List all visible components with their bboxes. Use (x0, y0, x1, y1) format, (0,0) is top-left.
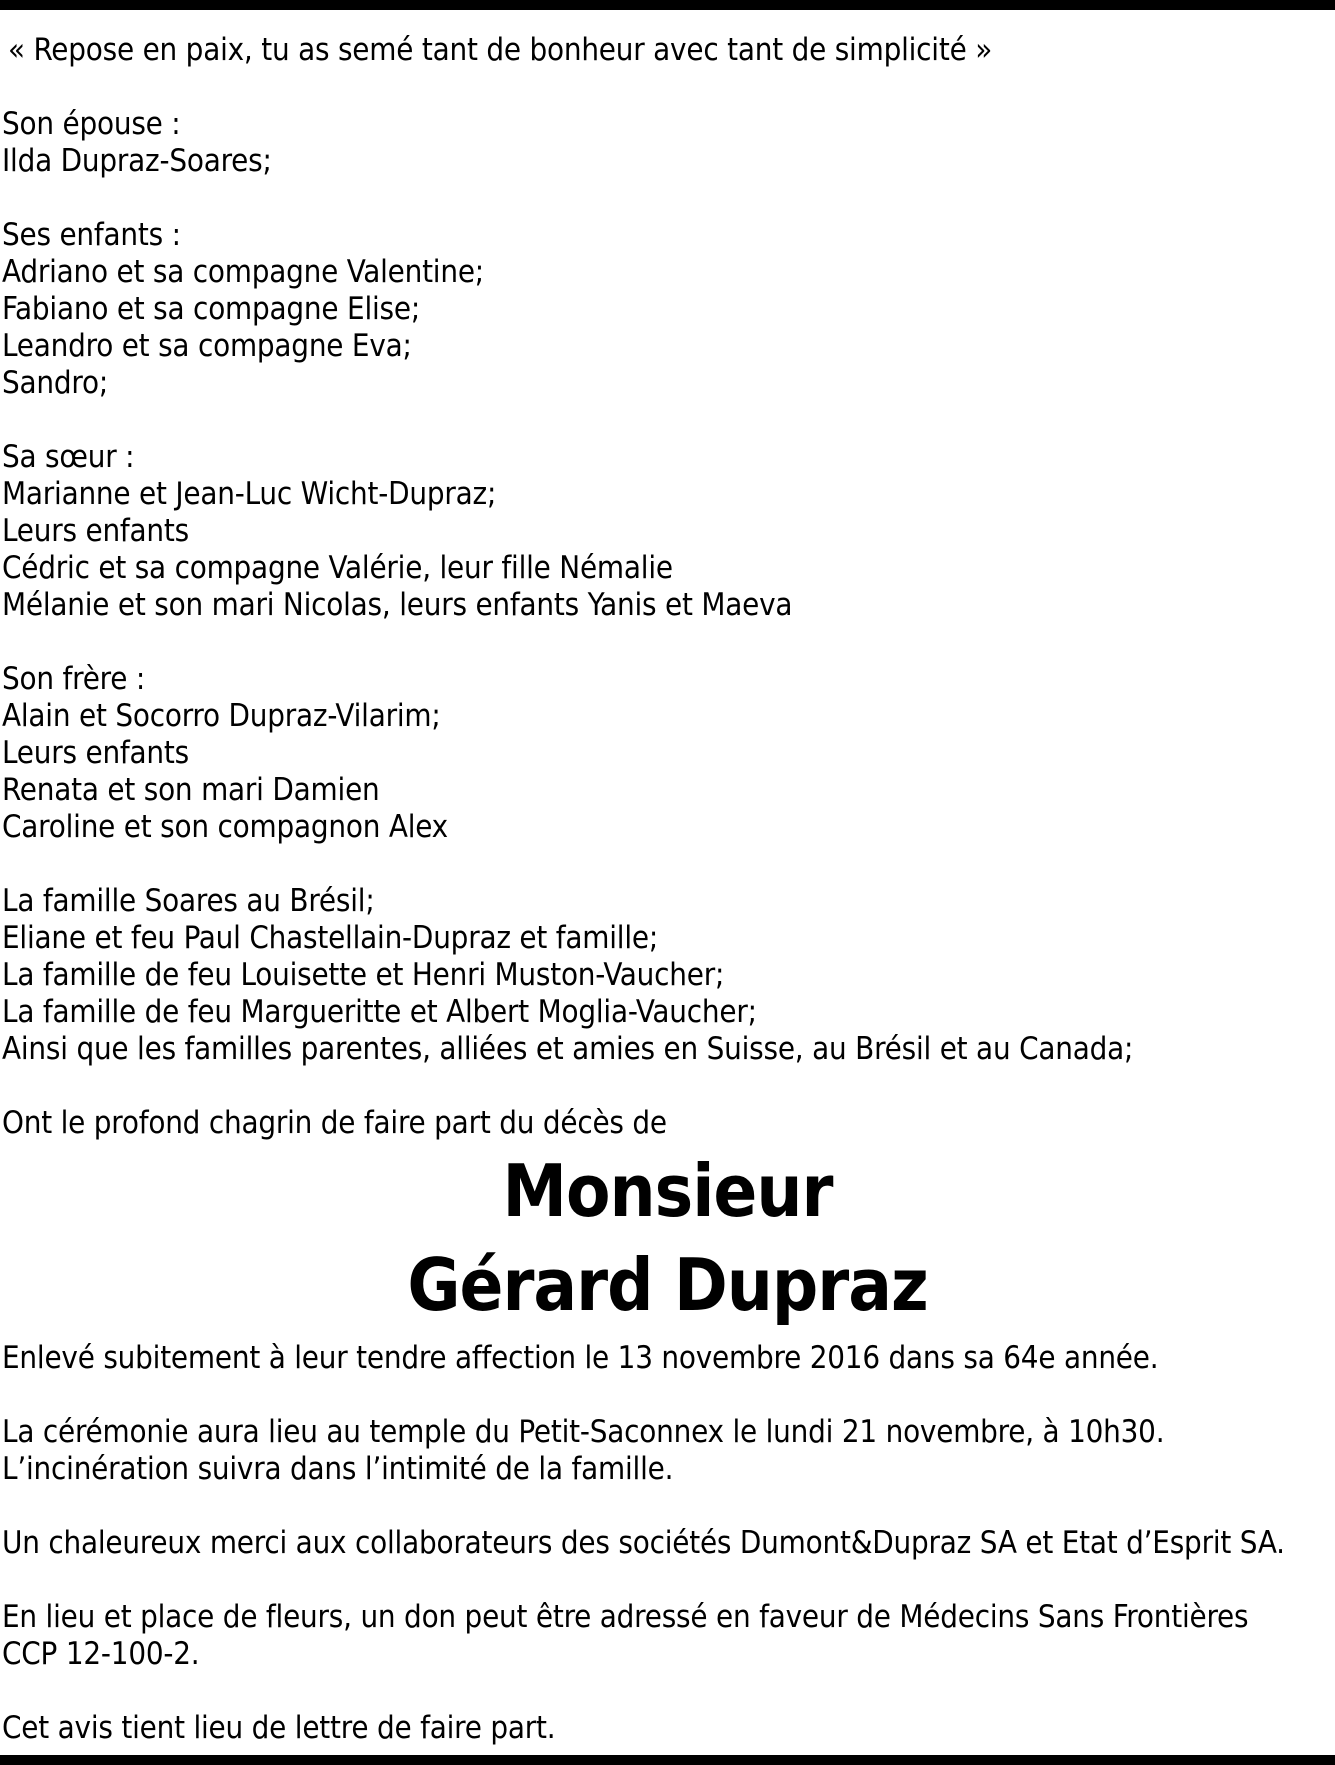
family-line: La famille de feu Louisette et Henri Muston-Vaucher; (2, 957, 725, 993)
spacer (0, 846, 1335, 883)
bottom-rule (0, 1755, 1335, 1765)
deceased-name: Gérard Dupraz (407, 1243, 928, 1327)
children-line: Sandro; (2, 365, 109, 401)
ceremony-line: L’incinération suivra dans l’intimité de la famille. (2, 1451, 674, 1487)
sister-line: Mélanie et son mari Nicolas, leurs enfants Yanis et Maeva (2, 587, 793, 623)
top-rule (0, 0, 1335, 10)
spacer (0, 69, 1335, 106)
closing-line: Cet avis tient lieu de lettre de faire part. (2, 1710, 556, 1746)
spacer (0, 624, 1335, 661)
spacer (0, 1377, 1335, 1414)
children-heading: Ses enfants : (2, 217, 181, 253)
family-line: La famille Soares au Brésil; (2, 883, 375, 919)
deceased-title: Monsieur (502, 1149, 833, 1233)
obituary-notice (0, 32, 1335, 1747)
epigraph: « Repose en paix, tu as semé tant de bonheur avec tant de simplicité » (8, 32, 993, 68)
donation-text: En lieu et place de fleurs, un don peut être adressé en faveur de Médecins Sans Frontières (2, 1599, 1249, 1635)
brother-line: Alain et Socorro Dupraz-Vilarim; (2, 698, 441, 734)
brother-line: Renata et son mari Damien (2, 772, 380, 808)
death-notice: Enlevé subitement à leur tendre affection le 13 novembre 2016 dans sa 64e année. (2, 1340, 1159, 1376)
sister-line: Leurs enfants (2, 513, 189, 549)
spacer (0, 402, 1335, 439)
brother-line: Leurs enfants (2, 735, 189, 771)
family-line: La famille de feu Margueritte et Albert Moglia-Vaucher; (2, 994, 757, 1030)
sister-line: Marianne et Jean-Luc Wicht-Dupraz; (2, 476, 497, 512)
spouse-heading: Son épouse : (2, 106, 181, 142)
brother-line: Caroline et son compagnon Alex (2, 809, 448, 845)
family-line: Eliane et feu Paul Chastellain-Dupraz et famille; (2, 920, 659, 956)
spacer (0, 1488, 1335, 1525)
children-line: Adriano et sa compagne Valentine; (2, 254, 484, 290)
thanks-line: Un chaleureux merci aux collaborateurs des sociétés Dumont&Dupraz SA et Etat d’Esprit SA. (2, 1525, 1285, 1561)
spacer (0, 180, 1335, 217)
donation-account: CCP 12-100-2. (2, 1636, 200, 1672)
brother-heading: Son frère : (2, 661, 146, 697)
children-line: Leandro et sa compagne Eva; (2, 328, 412, 364)
spacer (0, 1562, 1335, 1599)
sister-line: Cédric et sa compagne Valérie, leur fille Némalie (2, 550, 673, 586)
children-line: Fabiano et sa compagne Elise; (2, 291, 421, 327)
announcement: Ont le profond chagrin de faire part du décès de (2, 1105, 667, 1141)
spacer (0, 1673, 1335, 1710)
sister-heading: Sa sœur : (2, 439, 135, 475)
deceased-name-block (0, 1144, 1335, 1332)
spouse-line: Ilda Dupraz-Soares; (2, 143, 272, 179)
spacer (0, 1068, 1335, 1105)
ceremony-line: La cérémonie aura lieu au temple du Petit-Saconnex le lundi 21 novembre, à 10h30. (2, 1414, 1165, 1450)
family-line: Ainsi que les familles parentes, alliées et amies en Suisse, au Brésil et au Canada; (2, 1031, 1134, 1067)
